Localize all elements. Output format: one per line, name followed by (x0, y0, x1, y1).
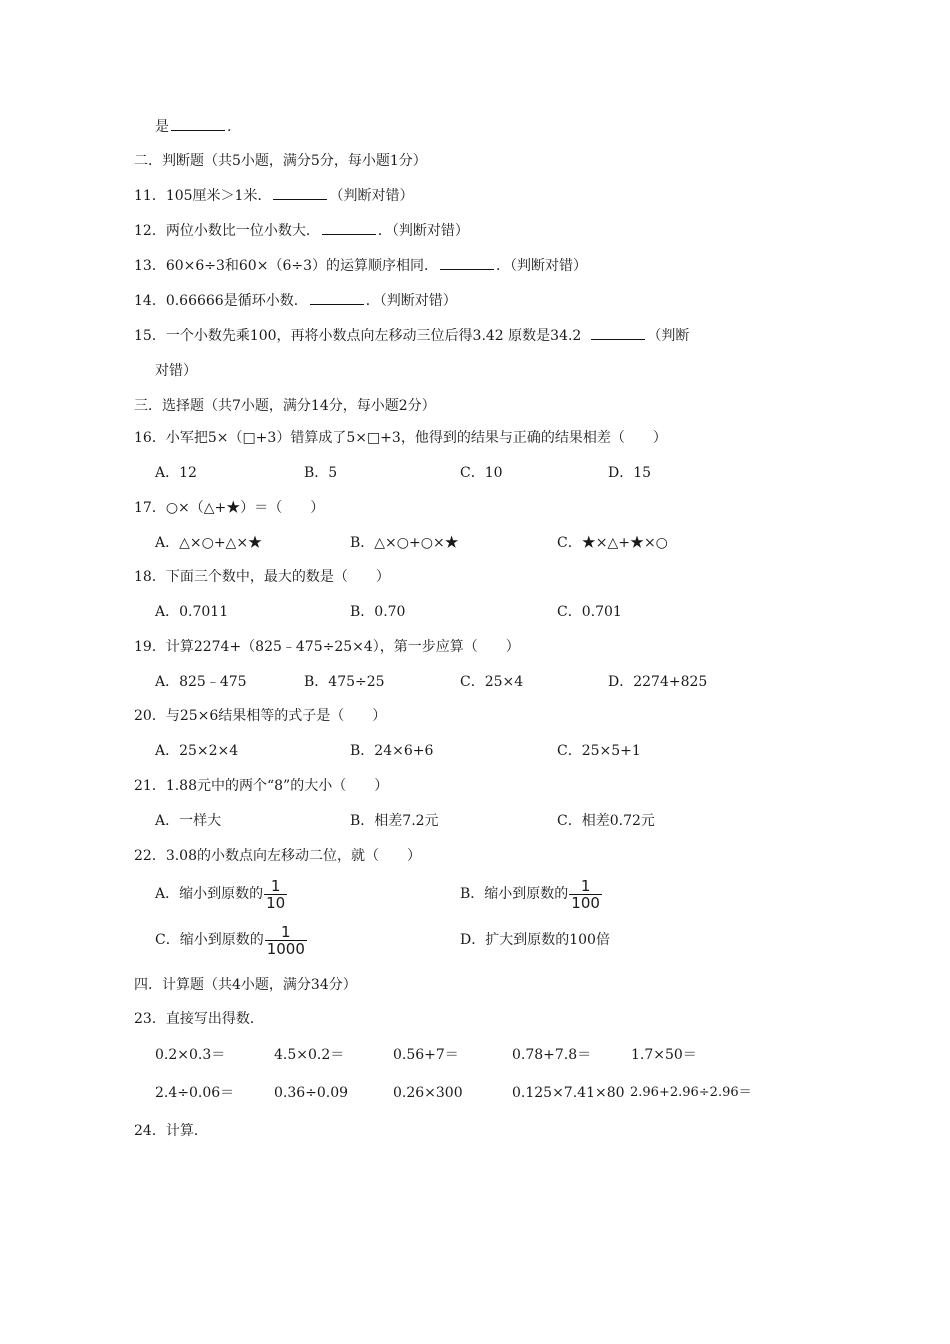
calc-item-4: 0.78+7.8＝ (512, 1047, 592, 1063)
question-11-suffix: （判断对错） (329, 188, 414, 204)
question-11-text: 11．105厘米＞1米． (134, 188, 272, 204)
question-14-blank[interactable] (310, 290, 364, 305)
calc-item-10: 2.96+2.96÷2.96＝ (630, 1085, 752, 1100)
question-13-blank[interactable] (440, 255, 494, 270)
question-17-option-c[interactable]: C．★×△+★×○ (557, 535, 668, 551)
question-21-option-b[interactable]: B．相差7.2元 (350, 813, 439, 829)
question-21-option-a[interactable]: A．一样大 (155, 813, 222, 829)
question-22-option-a[interactable] (155, 877, 287, 911)
calc-item-3: 0.56+7＝ (393, 1047, 459, 1063)
question-22-option-d[interactable]: D．扩大到原数的100倍 (460, 932, 610, 948)
question-21-stem: 21．1.88元中的两个“8”的大小（ ） (134, 778, 389, 794)
continued-question-line (155, 116, 231, 137)
question-16-stem: 16．小军把5×（□+3）错算成了5×□+3，他得到的结果与正确的结果相差（ ） (134, 430, 667, 446)
question-12-text: 12．两位小数比一位小数大． (134, 223, 320, 239)
question-18-stem: 18．下面三个数中，最大的数是（ ） (134, 569, 390, 585)
question-15-text: 15．一个小数先乘100，再将小数点向左移动三位后得3.42 原数是34.2 (134, 328, 582, 344)
question-21-option-c[interactable]: C．相差0.72元 (557, 813, 655, 829)
question-24-stem: 24．计算． (134, 1123, 208, 1139)
fraction-one-tenth: $\frac{1}{10}$ (266, 876, 286, 912)
question-20-option-c[interactable]: C．25×5+1 (557, 743, 641, 759)
question-15-blank[interactable] (591, 325, 645, 340)
option-a-text: A．缩小到原数的 (155, 886, 264, 902)
question-16-option-b[interactable]: B．5 (304, 465, 338, 481)
question-11-blank[interactable] (273, 185, 327, 200)
question-17-stem: 17．○×（△+★）＝（ ） (134, 500, 325, 516)
question-22-option-c[interactable] (155, 923, 307, 957)
question-16-option-a[interactable]: A．12 (155, 465, 197, 481)
question-20-option-a[interactable]: A．25×2×4 (155, 743, 239, 759)
question-20-stem: 20．与25×6结果相等的式子是（ ） (134, 708, 387, 724)
calc-item-8: 0.26×300 (393, 1085, 463, 1101)
question-19-option-c[interactable]: C．25×4 (460, 674, 524, 690)
calc-item-5: 1.7×50＝ (631, 1047, 697, 1063)
question-12 (134, 220, 469, 241)
question-19-option-b[interactable]: B．475÷25 (304, 674, 385, 690)
question-16-option-d[interactable]: D．15 (608, 465, 652, 481)
question-12-suffix: ．（判断对错） (377, 223, 469, 239)
question-15 (134, 325, 689, 346)
fraction-one-thousandth: $\frac{1}{1000}$ (266, 922, 305, 958)
continued-text: 是 (155, 119, 169, 135)
question-15-wrap: 对错） (155, 363, 197, 379)
question-12-blank[interactable] (322, 220, 376, 235)
question-22-option-b[interactable] (460, 877, 602, 911)
option-c-text: C．缩小到原数的 (155, 932, 264, 948)
question-18-option-b[interactable]: B．0.70 (350, 604, 406, 620)
question-17-option-b[interactable]: B．△×○+○×★ (350, 535, 459, 551)
question-22-stem: 22．3.08的小数点向左移动二位，就（ ） (134, 848, 421, 864)
question-14-suffix: ．（判断对错） (365, 293, 457, 309)
question-18-option-c[interactable]: C．0.701 (557, 604, 622, 620)
calc-item-6: 2.4÷0.06＝ (155, 1085, 235, 1101)
question-19-option-a[interactable]: A．825﹣475 (155, 674, 247, 690)
question-19-stem: 19．计算2274+（825﹣475÷25×4），第一步应算（ ） (134, 639, 520, 655)
calc-item-9: 0.125×7.41×80 (512, 1085, 625, 1101)
question-16-option-c[interactable]: C．10 (460, 465, 503, 481)
question-13-suffix: ．（判断对错） (496, 258, 587, 274)
calc-item-7: 0.36÷0.09 (274, 1085, 349, 1101)
question-15-suffix: （判断 (647, 328, 690, 344)
question-13 (134, 255, 587, 276)
fraction-one-hundredth: $\frac{1}{100}$ (571, 876, 600, 912)
question-11 (134, 185, 413, 206)
answer-blank[interactable] (171, 116, 225, 131)
section-title-judgement: 二．判断题（共5小题，满分5分，每小题1分） (134, 153, 427, 169)
continued-end: . (227, 119, 232, 135)
section-title-calculation: 四．计算题（共4小题，满分34分） (134, 977, 357, 993)
question-14 (134, 290, 457, 311)
question-18-option-a[interactable]: A．0.7011 (155, 604, 229, 620)
question-17-option-a[interactable]: A．△×○+△×★ (155, 535, 263, 551)
section-title-choice: 三．选择题（共7小题，满分14分，每小题2分） (134, 398, 436, 414)
question-20-option-b[interactable]: B．24×6+6 (350, 743, 434, 759)
option-b-text: B．缩小到原数的 (460, 886, 569, 902)
question-19-option-d[interactable]: D．2274+825 (608, 674, 708, 690)
question-13-text: 13．60×6÷3和60×（6÷3）的运算顺序相同． (134, 258, 438, 274)
question-14-text: 14．0.66666是循环小数． (134, 293, 308, 309)
calc-item-2: 4.5×0.2＝ (274, 1047, 345, 1063)
question-23-stem: 23．直接写出得数． (134, 1011, 264, 1027)
calc-item-1: 0.2×0.3＝ (155, 1047, 226, 1063)
